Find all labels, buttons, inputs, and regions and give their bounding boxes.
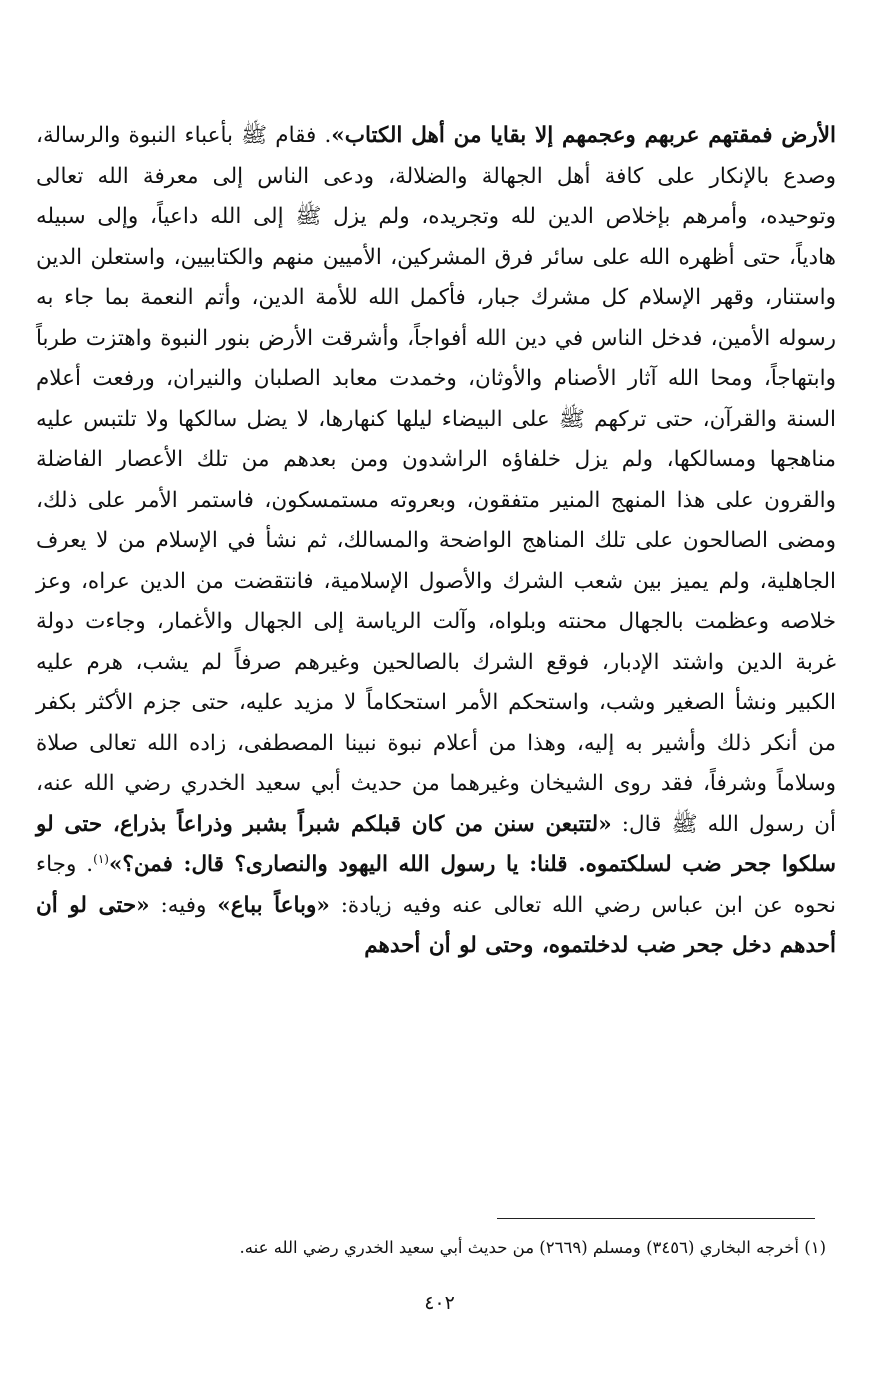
main-paragraph [36, 116, 836, 967]
quote-opening: الأرض فمقتهم عربهم وعجمهم إلا بقايا من أهل الكتاب» [331, 123, 836, 148]
hadith-quote-2: «حتى لو أن أحدهم دخل جحر ضب لدخلتموه، وحتى لو أن أحدهم [36, 892, 836, 958]
footnote-divider [497, 1218, 815, 1219]
hadith-addition: «وباعاً بباع» [217, 892, 330, 918]
footnote: (١) أخرجه البخاري (٣٤٥٦) ومسلم (٢٦٦٩) من حديث أبي سعيد الخدري رضي الله عنه. [239, 1238, 826, 1257]
footnote-marker[interactable]: (١) [93, 851, 109, 866]
narration-text: . وجاء نحوه عن ابن عباس رضي الله تعالى عنه وفيه زيادة: [36, 852, 836, 918]
hadith-quote: «لتتبعن سنن من كان قبلكم شبراً بشبر وذراعاً بذراع، حتى لو سلكوا جحر ضب لسلكتموه. قلنا: يا رسول الله اليهود والنصارى؟ قال: فمن؟» [36, 811, 836, 877]
paragraph-text: . فقام ﷺ بأعباء النبوة والرسالة، وصدع بالإنكار على كافة أهل الجهالة والضلالة، ودعى الناس إلى معرفة الله تعالى وتوحيده، وأمرهم بإخلاص الدين لله وتجريده، ولم يزل ﷺ إلى الله داعياً، وإلى سبيله هادياً، حتى أظهره الله على سائر فرق المشركين، الأميين منهم والكتابيين، واستعلن الدين واستنار، وقهر الإسلام كل مشرك جبار، فأكمل الله للأمة الدين، وأتم النعمة بما جاء به رسوله الأمين، فدخل الناس في دين الله أفواجاً، وأشرقت الأرض بنور النبوة واهتزت طرباً وابتهاجاً، ومحا الله آثار الأصنام والأوثان، وخمدت معابد الصلبان والنيران، ورفعت أعلام السنة والقرآن، حتى تركهم ﷺ على البيضاء ليلها كنهارها، لا يضل سالكها ولا تلتبس عليه مناهجها ومسالكها، ولم يزل خلفاؤه الراشدون ومن بعدهم من تلك الأعصار الفاضلة والقرون على هذا المنهج المنير متفقون، وبعروته مستمسكون، فاستمر الأمر على ذلك، ومضى الصالحون على تلك المناهج الواضحة والمسالك، ثم نشأ في الإسلام من لا يعرف الجاهلية، ولم يميز بين شعب الشرك والأصول الإسلامية، فانتقضت من الدين عراه، وعز خلاصه وعظمت بالجهال محنته وبلواه، وآلت الرياسة إلى الجهال والأغمار، وجاءت دولة غربة الدين واشتد الإدبار، فوقع الشرك بالصالحين وغيرهم صرفاً لم يشب، هرم عليه الكبير ونشأ الصغير وشب، واستحكم الأمر استحكاماً لا مزيد عليه، حتى جزم الأكثر بكفر من أنكر ذلك وأشير به إليه، وهذا من أعلام نبوة نبينا المصطفى، زاده الله تعالى صلاة وسلاماً وشرفاً، فقد روى الشيخان وغيرهما من حديث أبي سعيد الخدري رضي الله عنه، أن رسول الله ﷺ قال: [36, 123, 836, 837]
page-number: ٤٠٢ [424, 1292, 455, 1314]
narration-text-2: وفيه: [160, 892, 207, 918]
